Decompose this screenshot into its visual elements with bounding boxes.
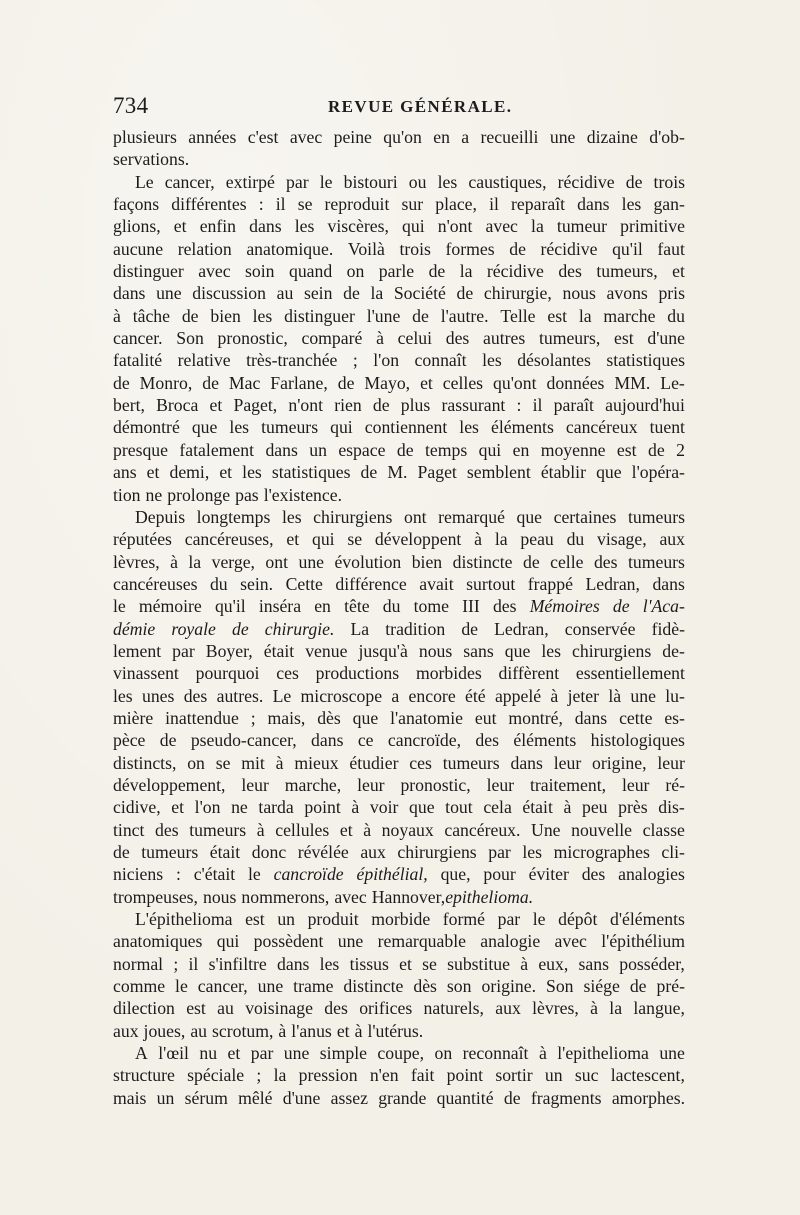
text-line: structure spéciale ; la pression n'en fait point sortir un suc lactescent, bbox=[113, 1065, 685, 1086]
text-line: distinguer avec soin quand on parle de la récidive des tumeurs, et bbox=[113, 261, 685, 282]
text-line: aucune relation anatomique. Voilà trois formes de récidive qu'il faut bbox=[113, 238, 685, 259]
text-line: servations. bbox=[113, 149, 190, 170]
text-line: cancer. Son pronostic, comparé à celui des autres tumeurs, est d'une bbox=[113, 328, 685, 349]
text-line: développement, leur marche, leur pronostic, leur traitement, leur ré- bbox=[113, 774, 685, 795]
page-header bbox=[113, 93, 685, 123]
text-line: les unes des autres. Le microscope a encore été appelé à jeter là une lu- bbox=[113, 685, 685, 706]
text-line: cancéreuses du sein. Cette différence avait surtout frappé Ledran, dans bbox=[113, 573, 685, 594]
text-line: mière inattendue ; mais, dès que l'anatomie eut montré, dans cette es- bbox=[113, 707, 685, 728]
text-line: fatalité relative très-tranchée ; l'on connaît les désolantes statistiques bbox=[113, 350, 685, 371]
text-line: lèvres, à la verge, ont une évolution bien distincte de celle des tumeurs bbox=[113, 551, 685, 572]
text-line: façons différentes : il se reproduit sur place, il reparaît dans les gan- bbox=[113, 194, 685, 215]
text-line: démontré que les tumeurs qui contiennent les éléments cancéreux tuent bbox=[113, 417, 685, 438]
text-line: Depuis longtemps les chirurgiens ont remarqué que certaines tumeurs bbox=[135, 506, 685, 527]
text-line: comme le cancer, une trame distincte dès son origine. Son siége de pré- bbox=[113, 976, 685, 997]
text-line: à tâche de bien les distinguer l'une de l'autre. Telle est la marche du bbox=[113, 305, 685, 326]
text-line: L'épithelioma est un produit morbide formé par le dépôt d'éléments bbox=[135, 909, 685, 930]
text-line: de tumeurs était donc révélée aux chirurgiens par les micrographes cli- bbox=[113, 842, 685, 862]
text-line: ans et demi, et les statistiques de M. Paget semblent établir que l'opéra- bbox=[113, 462, 685, 483]
text-line: plusieurs années c'est avec peine qu'on en a recueilli une dizaine d'ob- bbox=[113, 127, 685, 147]
text-line: dilection est au voisinage des orifices naturels, aux lèvres, à la langue, bbox=[113, 998, 685, 1019]
text-line: A l'œil nu et par une simple coupe, on reconnaît à l'epithelioma une bbox=[135, 1043, 685, 1064]
text-line: pèce de pseudo-cancer, dans ce cancroïde, des éléments histologiques bbox=[113, 730, 685, 751]
text-line: vinassent pourquoi ces productions morbides diffèrent essentiellement bbox=[113, 663, 685, 684]
text-line: glions, et enfin dans les viscères, qui n'ont avec la tumeur primitive bbox=[113, 216, 685, 237]
text-line: trompeuses, nous nommerons, avec Hannover, epithelioma. bbox=[113, 886, 534, 907]
text-line: distincts, on se mit à mieux étudier ces tumeurs dans leur origine, leur bbox=[113, 752, 685, 773]
body-text bbox=[113, 126, 685, 1109]
text-line: presque fatalement dans un espace de temps qui en moyenne est de 2 bbox=[113, 439, 685, 460]
text-line: anatomiques qui possèdent une remarquable analogie avec l'épithélium bbox=[113, 931, 685, 952]
text-line: lement par Boyer, était venue jusqu'à nous sans que les chirurgiens de- bbox=[113, 640, 685, 661]
text-line: le mémoire qu'il inséra en tête du tome III des Mémoires de l'Aca- bbox=[113, 596, 685, 617]
text-line: cidive, et l'on ne tarda point à voir que tout cela était à peu près dis- bbox=[113, 797, 685, 818]
text-line: Le cancer, extirpé par le bistouri ou les caustiques, récidive de trois bbox=[135, 171, 685, 192]
text-line: démie royale de chirurgie. La tradition de Ledran, conservée fidè- bbox=[113, 618, 685, 639]
text-line: dans une discussion au sein de la Société de chirurgie, nous avons pris bbox=[113, 283, 685, 304]
text-line: normal ; il s'infiltre dans les tissus et se substitue à eux, sans posséder, bbox=[113, 953, 685, 974]
page-number: 734 bbox=[113, 93, 149, 118]
text-line: bert, Broca et Paget, n'ont rien de plus rassurant : il paraît aujourd'hui bbox=[113, 395, 685, 416]
text-line: tinct des tumeurs à cellules et à noyaux cancéreux. Une nouvelle classe bbox=[113, 819, 685, 840]
text-line: mais un sérum mêlé d'une assez grande quantité de fragments amorphes. bbox=[113, 1087, 685, 1108]
text-line: tion ne prolonge pas l'existence. bbox=[113, 484, 343, 505]
text-line: réputées cancéreuses, et qui se développent à la peau du visage, aux bbox=[113, 529, 685, 550]
text-line: aux joues, au scrotum, à l'anus et à l'utérus. bbox=[113, 1020, 424, 1041]
text-line: niciens : c'était le cancroïde épithélial, que, pour éviter des analogies bbox=[113, 864, 685, 885]
text-line: de Monro, de Mac Farlane, de Mayo, et celles qu'ont données MM. Le- bbox=[113, 372, 685, 393]
running-title: REVUE GÉNÉRALE. bbox=[328, 97, 513, 116]
